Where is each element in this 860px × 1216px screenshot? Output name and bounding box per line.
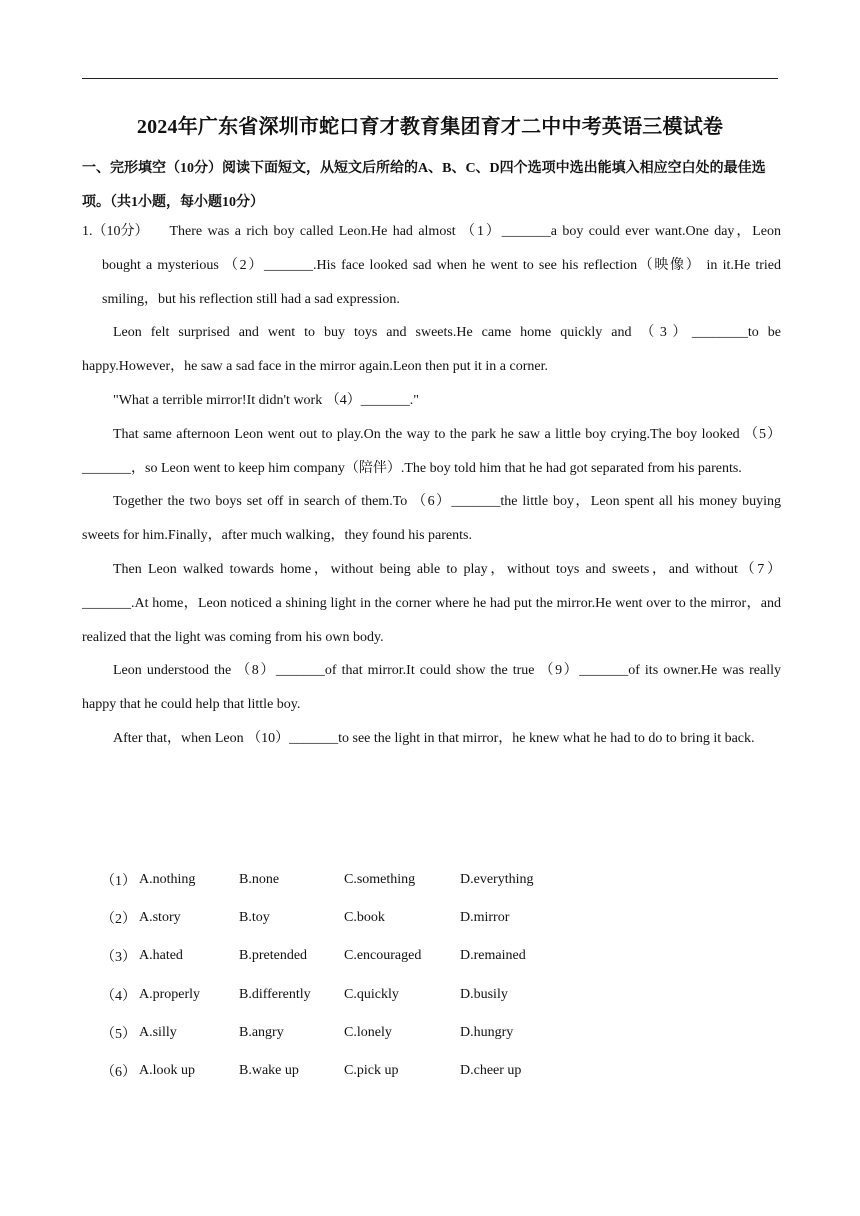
header-rule: [82, 78, 778, 79]
option-row: [101, 937, 580, 975]
passage: [82, 215, 781, 756]
option-number: （4）: [101, 988, 136, 1004]
option-b: B.angry: [239, 1024, 284, 1040]
options-list: [101, 861, 580, 1090]
passage-paragraph-7: Leon understood the （8）_______of that mirror.It could show the true （9）_______of its owner.He was really happy that he could help that little boy.: [82, 663, 781, 713]
passage-paragraph-4: That same afternoon Leon went out to play.On the way to the park he saw a little boy crying.The boy looked （5）_______，so Leon went to keep him company（陪伴）.The boy told him that he had got separated from his parents.: [82, 426, 781, 476]
option-d: D.hungry: [460, 1024, 514, 1040]
option-number: （5）: [101, 1026, 136, 1042]
passage-paragraph-8: After that，when Leon （10）_______to see the light in that mirror，he knew what he had to do to bring it back.: [113, 730, 755, 746]
option-d: D.cheer up: [460, 1063, 522, 1079]
option-row: [101, 861, 580, 899]
option-c: C.quickly: [344, 986, 399, 1002]
option-row: [101, 976, 580, 1014]
option-d: D.everything: [460, 872, 534, 888]
passage-paragraph-5: Together the two boys set off in search of them.To （6）_______the little boy，Leon spent all his money buying sweets for him.Finally，after much walking，they found his parents.: [82, 494, 781, 544]
option-a: A.nothing: [139, 872, 196, 888]
passage-paragraph-3: "What a terrible mirror!It didn't work （4）_______.": [113, 392, 419, 408]
page-title: 2024年广东省深圳市蛇口育才教育集团育才二中中考英语三模试卷: [136, 116, 724, 138]
option-number: （2）: [101, 912, 136, 928]
passage-paragraph-2: Leon felt surprised and went to buy toys and sweets.He came home quickly and （3）________to be happy.However，he saw a sad face in the mirror again.Leon then put it in a corner.: [82, 325, 781, 375]
option-c: C.book: [344, 910, 385, 926]
option-b: B.wake up: [239, 1063, 299, 1079]
option-number: （3）: [101, 950, 136, 966]
question-number: 1.（10分）: [82, 224, 149, 239]
option-d: D.remained: [460, 948, 526, 964]
option-c: C.lonely: [344, 1024, 392, 1040]
option-b: B.pretended: [239, 948, 308, 964]
option-b: B.none: [239, 872, 280, 888]
option-d: D.mirror: [460, 910, 510, 926]
option-row: [101, 1014, 580, 1052]
option-a: A.story: [139, 910, 181, 926]
option-a: A.hated: [139, 948, 183, 964]
option-a: A.look up: [139, 1063, 195, 1079]
option-c: C.pick up: [344, 1063, 399, 1079]
option-c: C.something: [344, 872, 416, 888]
option-row: [101, 1052, 580, 1090]
paragraph-text: There was a rich boy called Leon.He had almost （1）_______a boy could ever want.One day，Leon bought a mysterious （2）_______.His face looked sad when he went to see his reflection（映像） in it.He tried smiling，but his reflection still had a sad expression.: [102, 224, 781, 307]
option-a: A.silly: [139, 1024, 177, 1040]
option-b: B.toy: [239, 910, 270, 926]
option-d: D.busily: [460, 986, 508, 1002]
passage-paragraph-1: [82, 215, 781, 316]
option-b: B.differently: [239, 986, 311, 1002]
option-a: A.properly: [139, 986, 201, 1002]
option-c: C.encouraged: [344, 948, 422, 964]
option-row: [101, 899, 580, 937]
section-instructions: 一、完形填空（10分）阅读下面短文，从短文后所给的A、B、C、D四个选项中选出能填入相应空白处的最佳选项。（共1小题，每小题10分）: [82, 161, 766, 210]
passage-paragraph-6: Then Leon walked towards home，without being able to play，without toys and sweets，and without（7）_______.At home，Leon noticed a shining light in the corner where he had put the mirror.He went over to the mirror，and realized that the light was coming from his own body.: [82, 561, 781, 645]
option-number: （6）: [101, 1065, 136, 1081]
option-number: （1）: [101, 874, 136, 890]
